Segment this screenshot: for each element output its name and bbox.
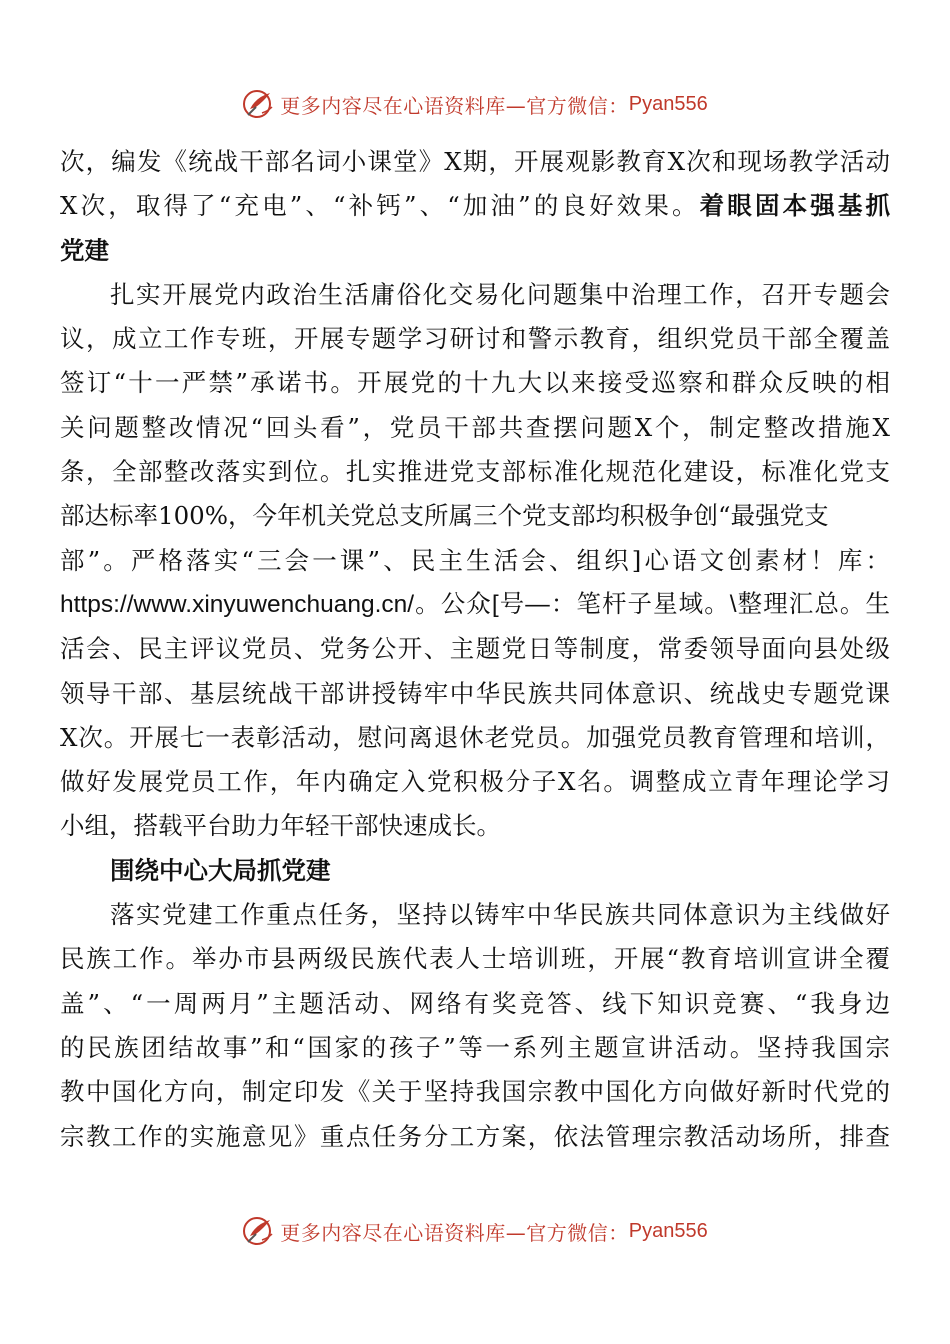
text-span: X次，取得了“充电”、“补钙”、“加油”的良好效果。 [60,191,700,221]
text-line: 活会、民主评议党员、党务公开、主题党日等制度，常委领导面向县处级 [60,634,890,664]
text-line: 签订“十一严禁”承诺书。开展党的十九大以来接受巡察和群众反映的相 [60,368,890,398]
text-line: 教中国化方向，制定印发《关于坚持我国宗教中国化方向做好新时代党的 [60,1077,890,1107]
section-heading: 围绕中心大局抓党建 [110,855,331,885]
header-banner [0,82,950,126]
text-line: 次，编发《统战干部名词小课堂》X期，开展观影教育X次和现场教学活动 [60,147,890,176]
document-body [60,140,890,1159]
text-line: 部”。严格落实“三会一课”、民主生活会、组织]心语文创素材！库： [60,545,890,575]
text-line: 民族工作。举办市县两级民族代表人士培训班，开展“教育培训宣讲全覆 [60,944,890,974]
text-line: 落实党建工作重点任务，坚持以铸牢中华民族共同体意识为主线做好 [110,900,890,930]
footer-banner-text: 更多内容尽在心语资料库—官方微信： [280,1220,629,1245]
header-banner-text: 更多内容尽在心语资料库—官方微信： [280,93,629,118]
text-line: 条，全部整改落实到位。扎实推进党支部标准化规范化建设，标准化党支 [60,457,890,487]
text-line [60,184,890,228]
pen-quill-logo-icon [242,1214,276,1248]
text-line: X次。开展七一表彰活动，慰问离退休老党员。加强党员教育管理和培训， [60,722,890,752]
section-heading-inline: 着眼固本强基抓 [699,191,890,221]
text-line: 小组，搭载平台助力年轻干部快速成长。 [60,811,501,841]
text-line: 扎实开展党内政治生活庸俗化交易化问题集中治理工作，召开专题会 [110,279,890,309]
text-line: 宗教工作的实施意见》重点任务分工方案，依法管理宗教活动场所，排查 [60,1121,890,1151]
text-line: 做好发展党员工作，年内确定入党积极分子X名。调整成立青年理论学习 [60,767,890,797]
text-line: 的民族团结故事”和“国家的孩子”等一系列主题宣讲活动。坚持我国宗 [60,1032,890,1062]
section-heading-continuation: 党建 [60,235,109,265]
footer-banner [0,1209,950,1253]
text-line: 盖”、“一周两月”主题活动、网络有奖竞答、线下知识竞赛、“我身边 [60,988,890,1018]
text-line: https://www.xinyuwenchuang.cn/。公众[号—：笔杆子星域。\整理汇总。生 [60,590,890,618]
footer-wechat-id: Pyan556 [628,1219,708,1242]
pen-quill-logo-icon [242,87,276,121]
header-wechat-id: Pyan556 [628,92,708,115]
text-line: 关问题整改情况“回头看”，党员干部共查摆问题X个，制定整改措施X [60,412,890,442]
text-line: 部达标率100%，今年机关党总支所属三个党支部均积极争创“最强党支 [60,501,829,531]
text-line: 领导干部、基层统战干部讲授铸牢中华民族共同体意识、统战史专题党课 [60,678,890,708]
text-line: 议，成立工作专班，开展专题学习研讨和警示教育，组织党员干部全覆盖 [60,324,890,354]
